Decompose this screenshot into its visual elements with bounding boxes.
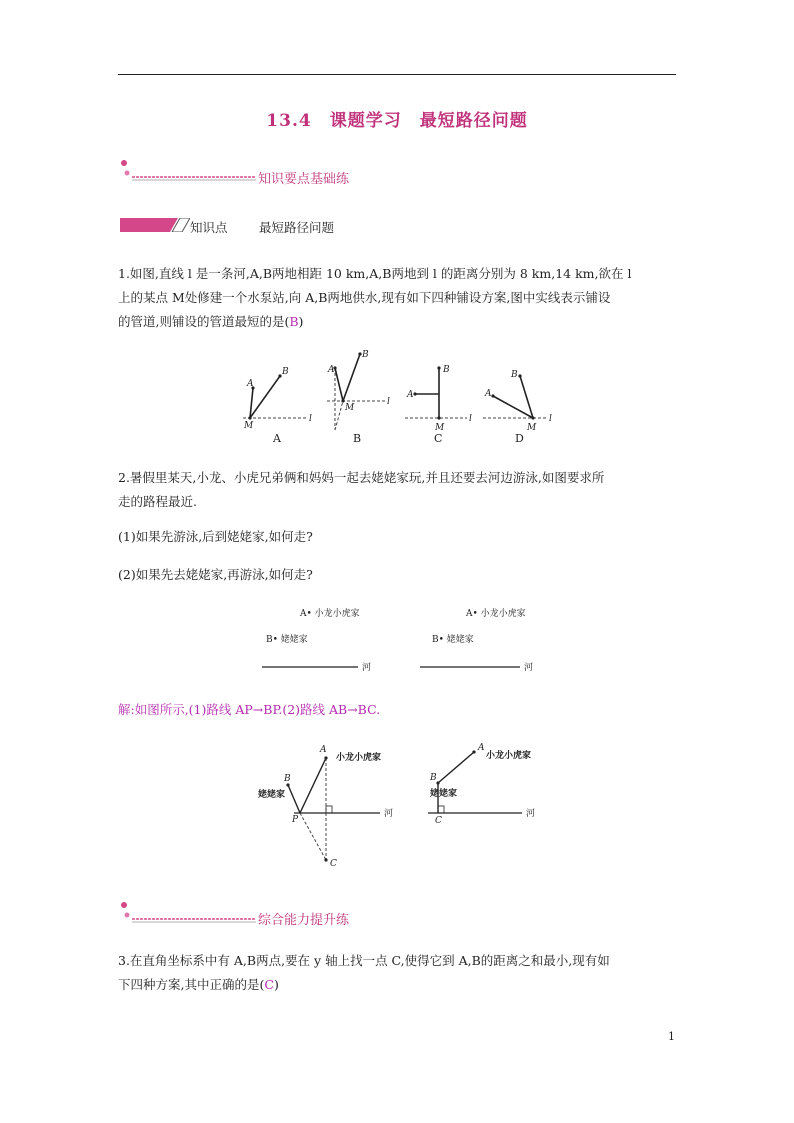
q1d-label-a: A xyxy=(485,389,492,399)
q2-fig2-b: B• 姥姥家 xyxy=(432,635,474,645)
q2-sub2: (2)如果先去姥姥家,再游泳,如何走? xyxy=(118,567,313,582)
sol2-label-grandma: 姥姥家 xyxy=(430,789,458,799)
section-ornament-1 xyxy=(118,158,258,184)
q1b-label-a: A xyxy=(328,365,335,375)
q1c-label-a: A xyxy=(407,390,414,400)
sol2-river: 河 xyxy=(526,809,536,819)
q2-fig2-river: 河 xyxy=(524,663,534,673)
page-title: 13.4 课题学习 最短路径问题 xyxy=(266,111,528,131)
sol2-label-b: B xyxy=(430,773,437,783)
q3-answer: C xyxy=(264,977,274,992)
q3-line1: 3.在直角坐标系中有 A,B两点,要在 y 轴上找一点 C,使得它到 A,B的距离之和最小,现有如 xyxy=(118,953,610,968)
q1d-label-l: l xyxy=(549,414,552,424)
q1a-label-a: A xyxy=(247,379,254,389)
q1c-label-b: B xyxy=(443,365,450,375)
sol1-label-c: C xyxy=(330,859,337,869)
q2-line2: 走的路程最近. xyxy=(118,494,197,509)
q2-solution-figure xyxy=(252,740,552,870)
section-title-basic: 知识要点基础练 xyxy=(258,172,350,187)
sol1-river: 河 xyxy=(384,809,394,819)
q2-sub1: (1)如果先游泳,后到姥姥家,如何走? xyxy=(118,529,313,544)
sol2-label-c: C xyxy=(435,816,442,826)
q2-fig1-river: 河 xyxy=(362,663,372,673)
q1a-label-l: l xyxy=(309,414,312,424)
q1-option-d: D xyxy=(515,432,524,445)
q1d-label-b: B xyxy=(511,370,518,380)
sol2-label-home: 小龙小虎家 xyxy=(486,751,532,761)
header-rule xyxy=(118,74,676,75)
knowledge-tag: 知识点 xyxy=(190,220,228,235)
q1b-label-l: l xyxy=(387,397,390,407)
q2-fig2-a: A• 小龙小虎家 xyxy=(466,609,526,619)
sol1-label-grandma: 姥姥家 xyxy=(258,790,286,800)
sol1-label-p: P xyxy=(292,815,299,825)
q1d-label-m: M xyxy=(527,423,537,433)
q2-line1: 2.暑假里某天,小龙、小虎兄弟俩和妈妈一起去姥姥家玩,并且还要去河边游泳,如图要求所 xyxy=(118,470,605,485)
q1-answer: B xyxy=(289,314,299,329)
q2-fig1-a: A• 小龙小虎家 xyxy=(300,609,360,619)
q1b-label-m: M xyxy=(345,403,355,413)
knowledge-badge xyxy=(120,218,190,232)
q1-line3: 的管道,则铺设的管道最短的是(B) xyxy=(118,314,304,329)
q1c-label-l: l xyxy=(469,414,472,424)
q2-fig1-b: B• 姥姥家 xyxy=(266,635,308,645)
q1-line1: 1.如图,直线 l 是一条河,A,B两地相距 10 km,A,B两地到 l 的距离分别为 8 km,14 km,欲在 l xyxy=(118,266,632,281)
section-title-advanced: 综合能力提升练 xyxy=(258,913,350,928)
sol2-label-a: A xyxy=(478,743,485,753)
knowledge-name: 最短路径问题 xyxy=(259,220,335,235)
q2-solution: 解:如图所示,(1)路线 AP→BP.(2)路线 AB→BC. xyxy=(118,702,381,717)
sol1-label-home: 小龙小虎家 xyxy=(336,753,382,763)
q2-figure xyxy=(258,600,548,680)
sol1-label-a: A xyxy=(320,745,327,755)
section-ornament-2 xyxy=(118,900,258,926)
q1b-label-b: B xyxy=(362,350,369,360)
sol1-label-b: B xyxy=(284,774,291,784)
q3-line2: 下四种方案,其中正确的是(C) xyxy=(118,977,279,992)
q1a-label-m: M xyxy=(244,421,254,431)
q1-option-b: B xyxy=(353,432,362,445)
q1-option-a: A xyxy=(273,432,281,445)
page-number: 1 xyxy=(668,1030,675,1043)
q1-option-c: C xyxy=(434,432,443,445)
q1-line2: 上的某点 M处修建一个水泵站,向 A,B两地供水,现有如下四种铺设方案,图中实线表示铺设 xyxy=(118,290,611,305)
q1c-label-m: M xyxy=(435,423,445,433)
q1-figure xyxy=(235,346,565,446)
q1a-label-b: B xyxy=(282,367,289,377)
